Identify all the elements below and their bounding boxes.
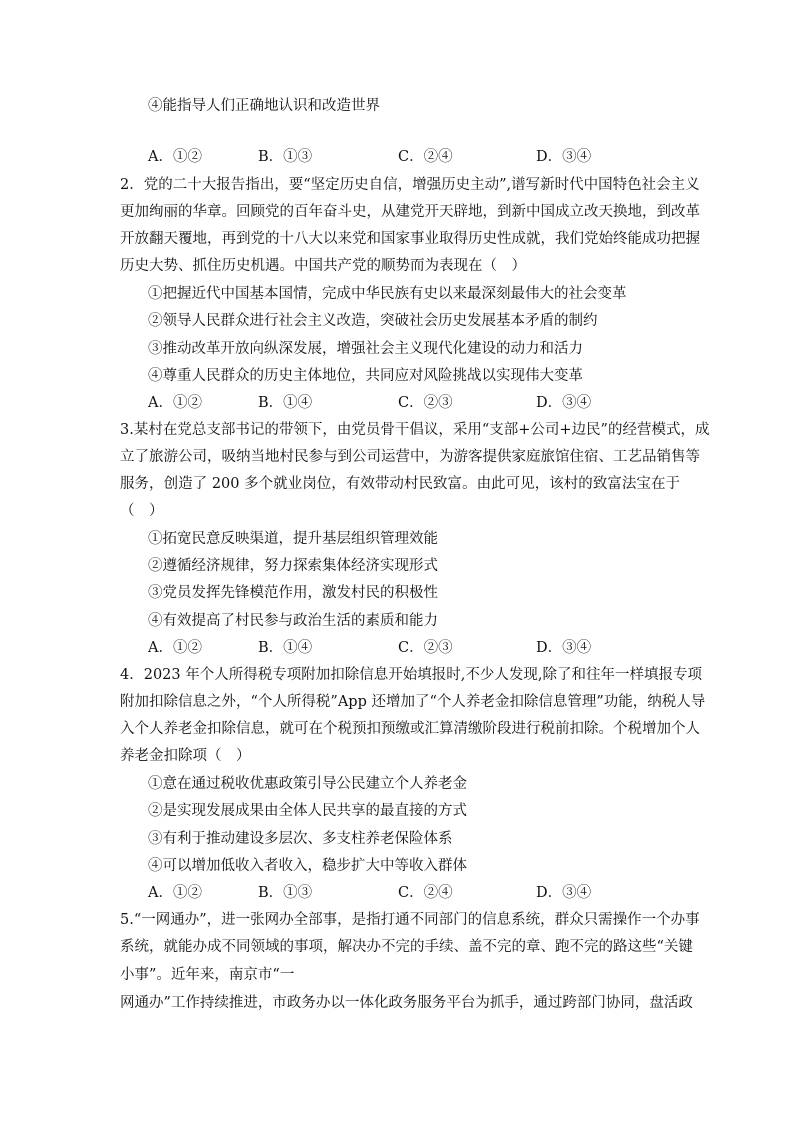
q2-choice-a: A．①② [148, 395, 202, 411]
q4-choice-b: B．①③ [258, 885, 313, 901]
q2-stem-line: 开放翻天覆地，再到党的十八大以来党和国家事业取得历史性成就，我们党始终能成功把握 [120, 231, 700, 247]
q4-stem-line: 入个人养老金扣除信息，就可在个税预扣预缴或汇算清缴阶段进行税前扣除。个税增加个人 [120, 721, 700, 737]
q4-option-4: ④可以增加低收入者收入，稳步扩大中等收入群体 [148, 858, 467, 874]
q2-stem-line: 更加绚丽的华章。回顾党的百年奋斗史，从建党开天辟地，到新中国成立改天换地，到改革 [120, 204, 700, 220]
q3-stem-line: 立了旅游公司，吸纳当地村民参与到公司运营中，为游客提供家庭旅馆住宿、工艺品销售等 [120, 449, 700, 465]
q5-stem-line: 5.“一网通办”，进一张网办全部事，是指打通不同部门的信息系统，群众只需操作一个办事 [120, 912, 700, 928]
q3-choice-a: A．①② [148, 640, 202, 656]
q3-stem-line: 服务，创造了 200 多个就业岗位，有效带动村民致富。由此可见，该村的致富法宝在于 [120, 476, 680, 492]
q4-choice-a: A．①② [148, 885, 202, 901]
q2-option-2: ②领导人民群众进行社会主义改造，突破社会历史发展基本矛盾的制约 [148, 313, 598, 329]
q3-stem-line: 3.某村在党总支部书记的带领下，由党员骨干倡议，采用“支部+公司+边民”的经营模式，成 [120, 422, 710, 438]
q4-option-1: ①意在通过税收优惠政策引导公民建立个人养老金 [148, 776, 467, 792]
q3-option-2: ②遵循经济规律，努力探索集体经济实现形式 [148, 558, 438, 574]
q3-option-3: ③党员发挥先锋模范作用，激发村民的积极性 [148, 585, 438, 601]
q3-option-4: ④有效提高了村民参与政治生活的素质和能力 [148, 613, 438, 629]
q4-choice-d: D．③④ [536, 885, 592, 901]
q3-choice-d: D．③④ [536, 640, 592, 656]
q3-choice-c: C．②③ [398, 640, 453, 656]
q1-choice-a: A．①② [148, 149, 202, 165]
q2-choice-b: B．①④ [258, 395, 313, 411]
q2-option-4: ④尊重人民群众的历史主体地位，共同应对风险挑战以实现伟大变革 [148, 368, 583, 384]
q2-option-1: ①把握近代中国基本国情，完成中华民族有史以来最深刻最伟大的社会变革 [148, 286, 627, 302]
q5-stem-line: 系统，就能办成不同领域的事项，解决办不完的手续、盖不完的章、跑不完的路这些“关键 [120, 939, 693, 955]
q1-choice-d: D．③④ [536, 149, 592, 165]
q4-stem-line: 附加扣除信息之外，“个人所得税”App 还增加了“个人养老金扣除信息管理”功能，纳税人导 [120, 694, 706, 710]
q5-stem-line: 网通办”工作持续推进，市政务办以一体化政务服务平台为抓手，通过跨部门协同，盘活政 [120, 995, 693, 1011]
q4-stem-line: 养老金扣除项（ ） [120, 748, 251, 764]
q4-stem-line: 4．2023 年个人所得税专项附加扣除信息开始填报时,不少人发现,除了和往年一样填报专项 [120, 667, 702, 683]
q4-option-2: ②是实现发展成果由全体人民共享的最直接的方式 [148, 803, 467, 819]
q4-option-3: ③有利于推动建设多层次、多支柱养老保险体系 [148, 831, 453, 847]
q2-stem-line: 2．党的二十大报告指出，要“坚定历史自信，增强历史主动”,谱写新时代中国特色社会主义 [120, 177, 700, 193]
q2-option-3: ③推动改革开放向纵深发展，增强社会主义现代化建设的动力和活力 [148, 341, 583, 357]
q4-choice-c: C．②④ [398, 885, 453, 901]
q1-option-4: ④能指导人们正确地认识和改造世界 [148, 98, 380, 114]
q3-option-1: ①拓宽民意反映渠道，提升基层组织管理效能 [148, 531, 438, 547]
q3-choice-b: B．①④ [258, 640, 313, 656]
q5-stem-line: 小事”。近年来，南京市“一 [120, 967, 295, 983]
q3-stem-line: （ ） [120, 503, 164, 519]
q2-choice-d: D．③④ [536, 395, 592, 411]
q2-choice-c: C．②③ [398, 395, 453, 411]
q1-choice-b: B．①③ [258, 149, 313, 165]
q1-choice-c: C．②④ [398, 149, 453, 165]
q2-stem-line: 历史大势、抓住历史机遇。中国共产党的顺势而为表现在（ ） [120, 258, 526, 274]
